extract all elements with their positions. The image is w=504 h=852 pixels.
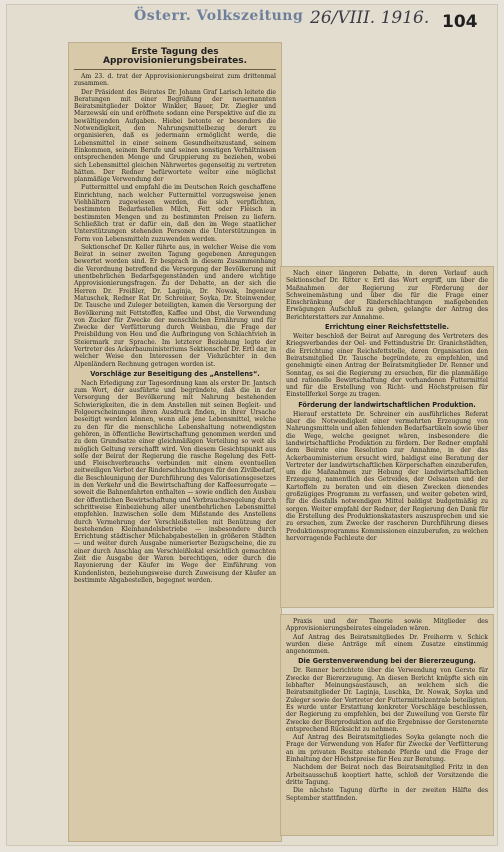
page-number: 104 [442,12,478,32]
paragraph: Hierauf erstattete Dr. Schreiner ein ausführliches Referat über die Notwendigkeit einer vermehrten Erzeugung von Nahrungsmitteln und allen fehlenden Bedarfsartikeln sowie über die Wege, welche geeignet wären, insbesondere die landwirtschaftliche Produktion zu fördern. Der Redner empfahl dem Beirate eine Resolution zur Annahme, in der das Ackerbauministerium ersucht wird, baldigst eine Beratung der Vertreter der landwirtschaftlichen Körperschaften einzuberufen, um die Maßnahmen zur Hebung der landwirtschaftlichen Erzeugung, namentlich des Getreides, der Oelsaaten und der Kartoffeln zu beraten und ein diesen Zwecken dienendes großzügiges Programm zu verfassen, und weiter gebeten wird, für die diesfalls notwendigen Mittel baldigst budgetmäßig zu sorgen. Weiter empfahl der Redner, der Regierung den Dank für die Erstellung des Produktionskatasters auszusprechen und sie zu ersuchen, zum Zwecke der rascheren Durchführung dieses Produktionsprogramms Kommissionen einzuberufen, zu welchen hervorragende Fachleute der [286,410,488,542]
paragraph: Auf Antrag des Beiratsmitgliedes Soyka gelangte noch die Frage der Verwendung von Hafer für Zwecke der Verfütterung an im privaten Besitze stehende Pferde und die Frage der Einhaltung der Höchstpreise für Heu zur Beratung. [286,734,488,764]
paragraph: Auf Antrag des Beiratsmitgliedes Dr. Freiherrn v. Schick wurden diese Anträge mit einem Zusatze einstimmig angenommen. [286,633,488,656]
clipping-right-bottom [280,614,494,836]
clipping-left-column [68,42,282,842]
paragraph: Nach einer längeren Debatte, in deren Verlauf auch Sektionschef Dr. Ritter v. Ertl das Wort ergriff, um über die Maßnahmen der Regierung zur Förderung der Schweinemästung und über die für die Frage einer Einschränkung der Rinderschlachtungen maßgebenden Erwägungen Aufschluß zu geben, gelangte der Antrag des Berichterstatters zur Annahme. [286,270,488,321]
section-heading: Förderung der landwirtschaftlichen Produktion. [298,400,476,409]
paragraph: Dr. Renner berichtete über die Verwendung von Gerste für Zwecke der Biererzeugung. An diesen Bericht knüpfte sich ein lebhafter Meinungsaustausch, an welchem sich die Beiratsmitglieder Dr. Laginja, Luschka, Dr. Nowak, Soyka und Zuleger sowie der Vertreter der Futtermittelzentrale beteiligten. Es wurde unter Erstattung konkreter Vorschläge beschlossen, der Regierung zu empfehlen, bei der Zuweilung von Gerste für Zwecke der Bierproduktion auf die Ergebnisse der Gerstenernte entsprechend Rücksicht zu nehmen. [286,667,488,733]
section-heading: Die Gerstenverwendung bei der Biererzeugung. [298,657,476,666]
section-heading: Vorschläge zur Beseitigung des „Anstellens“. [90,369,260,378]
clipping-right-top [280,266,494,608]
sheet-header [6,4,498,44]
paragraph: Futtermittel und empfahl die im Deutschen Reich geschaffene Einrichtung, nach welcher Futtermittel vorzugsweise jenen Viehhältern zugewiesen werden, die sich verpflichten, bestimmten Bedarfsstellen Milch, Fett oder Fleisch in bestimmten Mengen und zu bestimmten Preisen zu liefern. Schließlich trat er dafür ein, daß den im Wege staatlicher Unterstützungen stehenden Personen die Unterstützungen in Form von Lebensmitteln zuzuwenden werden. [74,184,276,243]
paragraph: Praxis und der Theorie sowie Mitglieder des Approvisionierungsbeirates eingeladen wären. [286,618,488,633]
paragraph: Die nächste Tagung dürfte in der zweiten Hälfte des September stattfinden. [286,787,488,802]
paragraph: Sektionschef Dr. Keller führte aus, in welcher Weise die vom Beirat in seiner zweiten Tagung gegebenen Anregungen bewertet worden sind. Er besprach in diesem Zusammenhang die Verordnung betreffend die Versorgung der Bevölkerung mit unentbehrlichen Bedarfsgegenständen und andere wichtige Approvisionierungsfragen. Zu der Debatte, an der sich die Herren Dr. Freißler, Dr. Laginja, Dr. Nowak, Ingenieur Matuschek, Redner Rat Dr. Schreiner, Soyka, Dr. Steinwender, Dr. Tausche und Zuleger beteiligten, kamen die Versorgung der Bevölkerung mit Fettstoffen, Kaffee und Obst, die Verwendung von Zucker für Zwecke der menschlichen Ernährung und für Zwecke der Verfütterung durch Weinbau, die Frage der Preisbildung von Heu und die Aufbringung von Schlachtvieh in Steiermark zur Sprache. Im letzterer Beziehung legte der Vertreter des Ackerbauministeriums Sektionschef Dr. Ertl dar, in welcher Weise den Interessen der Viehzüchter in den Alpenländern Rechnung getragen worden ist. [74,243,276,368]
paragraph: Am 23. d. trat der Approvisionierungsbeirat zum drittenmal zusammen. [74,73,276,88]
right-bottom-text [280,614,494,802]
paragraph: Nachdem der Beirat noch das Beiratsmitglied Fritz in den Arbeitsausschuß kooptiert hatte, schloß der Vorsitzende die dritte Tagung. [286,764,488,786]
title-divider [74,69,276,70]
right-top-text [280,266,494,542]
archive-sheet [6,4,498,846]
paragraph: Der Präsident des Beirates Dr. Johann Graf Larisch leitete die Beratungen mit einer Begrüßung der neuernannten Beiratsmitglieder Doktor Winkler, Bauer, Dr. Ziegler und Marzewski ein und eröffnete sodann eine Perspektive auf die zu bewältigenden Aufgaben. Hiebei betonte er besonders die Notwendigkeit, den Nahrungsmittelbezug derart zu organisieren, daß es jedermann ermöglicht werde, die Lebensmittel in einer seinem Gesundheitszustand, seinem Einkommen, seinem Berufe und seinen sonstigen Verhältnissen entsprechenden Menge und Gruppierung zu beziehen, wobei sich Lebensmittel gleichen Nährwertes gegenseitig zu vertreten hätten. Der Redner befürwortete weiter eine möglichst planmäßige Verwendung der [74,88,276,184]
newspaper-stamp: Österr. Volkszeitung [134,8,304,24]
paragraph: Nach Erledigung zur Tagesordnung kam als erster Dr. Jantsch zum Wort, der ausführte und begründete, daß die in der Versorgung der Bevölkerung mit Nahrung bestehenden Schwierigkeiten, die in dem Anstellen mit seinen Begleit- und Folgeerscheinungen ihren Ausdruck finden, in ihrer Ursache beseitigt werden können, wenn alle jene Lebensmittel, welche zu den für die menschliche Lebenshaltung notwendigsten gehören, in öffentliche Bewirtschaftung genommen werden und zu dem Grundsatze einer gleichmäßigen Verteilung so weit als möglich Geltung verschafft wird. Von diesem Gesichtspunkt aus solle der Beirat der Regierung die rasche Regelung des Fett- und Fleischverbrauchs verbunden mit einem eventuellen zeitweiligen Verbot der Rinderschlachtungen für den Zivilbedarf, die Beschleunigung der Durchführung des Valorisationsgesetzes in den Verkehr und die Bewirtschaftung der Kaffeesurrogate — soweit die Bahnenfahrten enthalten — sowie endlich den Ausbau der öffentlichen Bewirtschaftung und Verbrauchsregelung durch schrittweise Einbeziehung aller unentbehrlichen Lebensmittel empfehlen. Inzwischen solle dem Mißstande des Anstellens durch Vermehrung der Verschleißstellen mit Benützung der bestehenden Kleinhandelsbetriebe — insbesondere durch Errichtung städtischer Milchabgabestellen in größeren Städten — und weiter durch Ausgabe numerierter Bezugscheine, die zu einer durch Anschlag am Verschleißlokal ersichtlich gemachten Zeit die Ausgabe der Waren berechtigen, oder durch die Rayonierung der Käufer im Wege der Einführung von Kundenlisten, beziehungsweise durch Zuweisung der Käufer an bestimmte Abgabestellen, begegnet werden. [74,379,276,584]
paragraph: Weiter beschloß der Beirat auf Anregung des Vertreters des Kriegsverbandes der Oel- und Fettindustrie Dr. Granichstädten, die Errichtung einer Reichsfettstelle, deren Organisation den Beiratsmitglied Dr. Tausche begründete, zu empfehlen, und genehmigte einen Antrag der Beiratsmitglieder Dr. Renner und Sonntag, es sei die Regierung zu ersuchen, für die planmäßige und rationelle Bewirtschaftung der vorhandenen Futtermittel und für die Erstellung von Richt- und Höchstpreisen für Einstellferkel Sorge zu tragen. [286,333,488,399]
left-column-text [68,42,282,584]
handwritten-date: 26/VIII. 1916. [310,8,430,28]
section-heading: Errichtung einer Reichsfettstelle. [325,323,449,332]
article-title: Erste Tagung des Approvisionierungsbeirates. [102,47,248,66]
